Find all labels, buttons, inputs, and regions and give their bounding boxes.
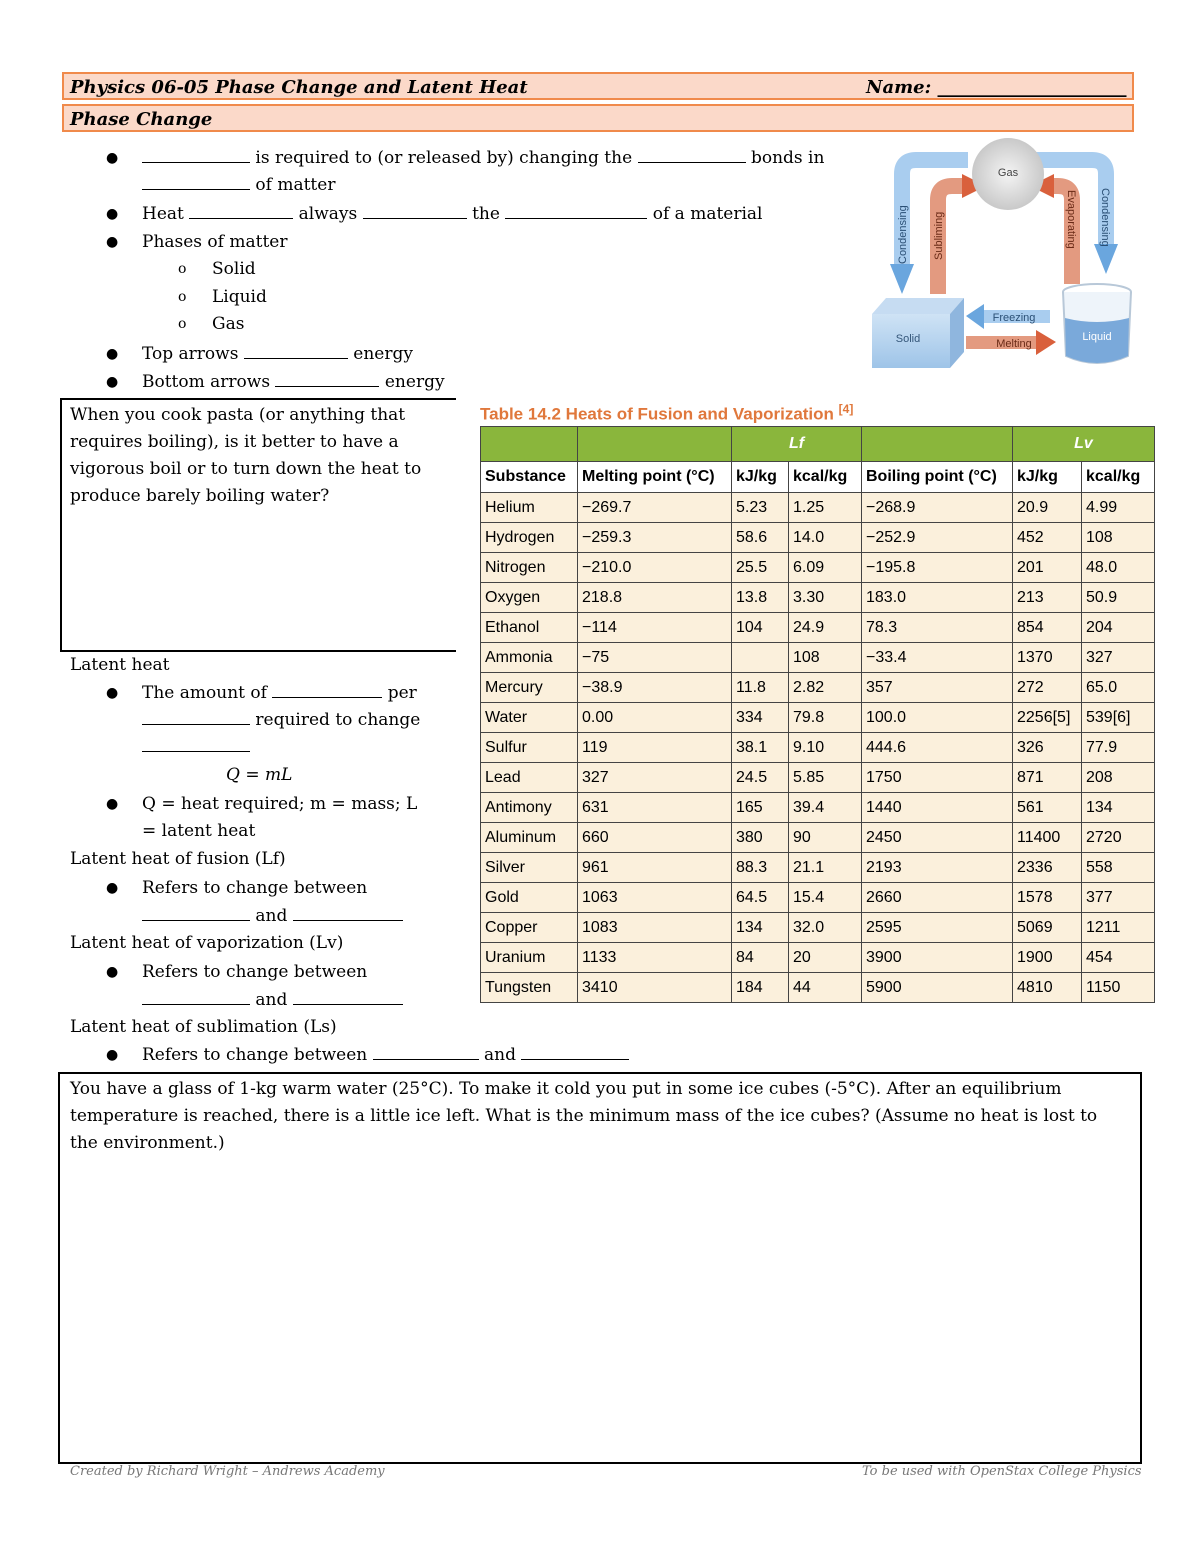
footer-left: Created by Richard Wright – Andrews Academy bbox=[70, 1464, 385, 1479]
table-cell: 452 bbox=[1013, 523, 1082, 553]
table-cell: 5900 bbox=[862, 973, 1013, 1003]
vaporization-bullet-text: Refers to change between bbox=[142, 962, 368, 982]
latent-heat-title: Latent heat bbox=[70, 655, 170, 675]
table-row bbox=[481, 583, 1155, 613]
table-cell: −114 bbox=[578, 613, 732, 643]
table-cell: 961 bbox=[578, 853, 732, 883]
pasta-question-box bbox=[60, 398, 456, 652]
table-cell: 558 bbox=[1082, 853, 1155, 883]
table-cell: 104 bbox=[732, 613, 789, 643]
table-cell: 24.9 bbox=[789, 613, 862, 643]
latent-b1-text-a: The amount of bbox=[142, 683, 267, 703]
table-row bbox=[481, 643, 1155, 673]
phase-gas: o Gas bbox=[178, 314, 245, 334]
table-cell: 11400 bbox=[1013, 823, 1082, 853]
gas-label: Gas bbox=[997, 167, 1019, 179]
subliming-label: Subliming bbox=[933, 211, 945, 260]
condensing-right-label: Condensing bbox=[1099, 188, 1111, 247]
liquid-label: Liquid bbox=[1082, 331, 1112, 343]
group-lv: Lv bbox=[1013, 427, 1155, 462]
table-cell: 631 bbox=[578, 793, 732, 823]
table-cell: −259.3 bbox=[578, 523, 732, 553]
table-cell: 134 bbox=[732, 913, 789, 943]
table-cell: 58.6 bbox=[732, 523, 789, 553]
table-cell: Nitrogen bbox=[481, 553, 578, 583]
table-row bbox=[481, 673, 1155, 703]
table-row bbox=[481, 523, 1155, 553]
table-cell: 0.00 bbox=[578, 703, 732, 733]
table-cell: Tungsten bbox=[481, 973, 578, 1003]
table-cell: 201 bbox=[1013, 553, 1082, 583]
table-cell: Lead bbox=[481, 763, 578, 793]
table-cell: 184 bbox=[732, 973, 789, 1003]
table-header-cell: Melting point (°C) bbox=[578, 462, 732, 493]
table-row bbox=[481, 883, 1155, 913]
table-row bbox=[481, 853, 1155, 883]
table-cell: 78.3 bbox=[862, 613, 1013, 643]
table-cell: 9.10 bbox=[789, 733, 862, 763]
table-cell: −210.0 bbox=[578, 553, 732, 583]
table-cell: Water bbox=[481, 703, 578, 733]
bullet-1: ● is required to (or released by) changing the bonds in bbox=[106, 148, 825, 168]
table-header-cell: Substance bbox=[481, 462, 578, 493]
table-cell: Uranium bbox=[481, 943, 578, 973]
table-cell: 25.5 bbox=[732, 553, 789, 583]
phase-liquid: o Liquid bbox=[178, 287, 267, 307]
table-header-cell: kcal/kg bbox=[1082, 462, 1155, 493]
table-cell: 2450 bbox=[862, 823, 1013, 853]
phase-liquid-text: Liquid bbox=[212, 287, 267, 307]
table-cell: 1370 bbox=[1013, 643, 1082, 673]
table-cell: 1133 bbox=[578, 943, 732, 973]
table-cell: 90 bbox=[789, 823, 862, 853]
bullet-4: ● Top arrows energy bbox=[106, 344, 413, 364]
table-cell: 272 bbox=[1013, 673, 1082, 703]
solid-label: Solid bbox=[895, 333, 921, 345]
table-cell: 1578 bbox=[1013, 883, 1082, 913]
table-cell: 2660 bbox=[862, 883, 1013, 913]
table-cell: Hydrogen bbox=[481, 523, 578, 553]
bullet-1-text-c: of matter bbox=[255, 175, 336, 195]
bullet-2-text-c: the bbox=[472, 204, 500, 224]
table-cell: 108 bbox=[1082, 523, 1155, 553]
table-cell: 334 bbox=[732, 703, 789, 733]
table-cell: −252.9 bbox=[862, 523, 1013, 553]
table-cell: 208 bbox=[1082, 763, 1155, 793]
bullet-5-text-b: energy bbox=[384, 372, 445, 392]
table-cell: 213 bbox=[1013, 583, 1082, 613]
table-cell: 357 bbox=[862, 673, 1013, 703]
sublimation-bullet: ● Refers to change between and bbox=[142, 1042, 629, 1069]
table-cell: Aluminum bbox=[481, 823, 578, 853]
latent-formula: Q = mL bbox=[226, 765, 293, 785]
table-cell bbox=[732, 643, 789, 673]
table-cell: 444.6 bbox=[862, 733, 1013, 763]
bullet-2-text-a: Heat bbox=[142, 204, 184, 224]
vaporization-blanks bbox=[142, 987, 403, 1014]
table-cell: 1211 bbox=[1082, 913, 1155, 943]
table-cell: 561 bbox=[1013, 793, 1082, 823]
table-cell: 100.0 bbox=[862, 703, 1013, 733]
table-row bbox=[481, 763, 1155, 793]
table-row bbox=[481, 613, 1155, 643]
melting-label: Melting bbox=[996, 338, 1032, 350]
table-cell: 326 bbox=[1013, 733, 1082, 763]
latent-b1-text-c: required to change bbox=[255, 710, 421, 730]
table-cell: 871 bbox=[1013, 763, 1082, 793]
bullet-1-text: is required to (or released by) changing the bbox=[255, 148, 633, 168]
table-row bbox=[481, 793, 1155, 823]
table-cell: 119 bbox=[578, 733, 732, 763]
table-cell: 5.23 bbox=[732, 493, 789, 523]
table-caption-ref: [4] bbox=[838, 402, 854, 416]
table-cell: 539[6] bbox=[1082, 703, 1155, 733]
table-cell: 2193 bbox=[862, 853, 1013, 883]
fusion-bullet-text: Refers to change between bbox=[142, 878, 368, 898]
table-cell: 377 bbox=[1082, 883, 1155, 913]
fusion-blanks bbox=[142, 903, 403, 930]
pasta-question: When you cook pasta (or anything that requires boiling), is it better to have a vigorous boil or to turn down the heat to produce barely boiling water? bbox=[70, 405, 422, 506]
table-cell: 39.4 bbox=[789, 793, 862, 823]
table-header-cell: kJ/kg bbox=[732, 462, 789, 493]
table-cell: 21.1 bbox=[789, 853, 862, 883]
name-field-label: Name: _____________________ bbox=[866, 77, 1127, 98]
condensing-left-label: Condensing bbox=[897, 205, 909, 264]
table-cell: 1900 bbox=[1013, 943, 1082, 973]
table-row bbox=[481, 913, 1155, 943]
table-cell: 24.5 bbox=[732, 763, 789, 793]
table-cell: 6.09 bbox=[789, 553, 862, 583]
table-cell: Copper bbox=[481, 913, 578, 943]
section-bar bbox=[62, 104, 1134, 132]
table-cell: 1750 bbox=[862, 763, 1013, 793]
ice-question-box bbox=[58, 1072, 1142, 1464]
phase-gas-text: Gas bbox=[212, 314, 245, 334]
table-cell: Antimony bbox=[481, 793, 578, 823]
table-cell: 2595 bbox=[862, 913, 1013, 943]
bullet-2-text-d: of a material bbox=[652, 204, 763, 224]
fusion-title: Latent heat of fusion (Lf) bbox=[70, 849, 286, 869]
table-cell: 50.9 bbox=[1082, 583, 1155, 613]
table-caption-text: Table 14.2 Heats of Fusion and Vaporization bbox=[480, 404, 834, 424]
table-cell: Silver bbox=[481, 853, 578, 883]
table-cell: 3410 bbox=[578, 973, 732, 1003]
table-cell: 79.8 bbox=[789, 703, 862, 733]
table-cell: 77.9 bbox=[1082, 733, 1155, 763]
table-cell: 88.3 bbox=[732, 853, 789, 883]
table-cell: 38.1 bbox=[732, 733, 789, 763]
table-cell: 13.8 bbox=[732, 583, 789, 613]
table-cell: 84 bbox=[732, 943, 789, 973]
bullet-2-text-b: always bbox=[298, 204, 358, 224]
table-cell: 48.0 bbox=[1082, 553, 1155, 583]
table-cell: −33.4 bbox=[862, 643, 1013, 673]
table-cell: 44 bbox=[789, 973, 862, 1003]
table-cell: 15.4 bbox=[789, 883, 862, 913]
table-header-row bbox=[481, 462, 1155, 493]
table-cell: 5.85 bbox=[789, 763, 862, 793]
table-cell: 204 bbox=[1082, 613, 1155, 643]
table-cell: −38.9 bbox=[578, 673, 732, 703]
table-cell: 11.8 bbox=[732, 673, 789, 703]
latent-bullet-1-cont bbox=[142, 707, 420, 734]
fusion-and: and bbox=[255, 906, 288, 926]
table-header-cell: kcal/kg bbox=[789, 462, 862, 493]
table-cell: 1.25 bbox=[789, 493, 862, 523]
table-header-cell: Boiling point (°C) bbox=[862, 462, 1013, 493]
bullet-1-text-b: bonds in bbox=[750, 148, 825, 168]
bullet-5-text-a: Bottom arrows bbox=[142, 372, 271, 392]
phase-solid: o Solid bbox=[178, 259, 256, 279]
table-row bbox=[481, 493, 1155, 523]
sublimation-and: and bbox=[484, 1045, 517, 1065]
table-cell: 2336 bbox=[1013, 853, 1082, 883]
table-cell: 2256[5] bbox=[1013, 703, 1082, 733]
bullet-1-cont bbox=[142, 172, 335, 199]
table-cell: Mercury bbox=[481, 673, 578, 703]
table-cell: 3.30 bbox=[789, 583, 862, 613]
table-cell: 64.5 bbox=[732, 883, 789, 913]
table-row bbox=[481, 553, 1155, 583]
table-cell: 218.8 bbox=[578, 583, 732, 613]
table-cell: 854 bbox=[1013, 613, 1082, 643]
bullet-2: ● Heat always the of a material bbox=[106, 204, 763, 224]
table-cell: Gold bbox=[481, 883, 578, 913]
vaporization-bullet: ● Refers to change between bbox=[106, 962, 368, 982]
table-cell: Sulfur bbox=[481, 733, 578, 763]
table-cell: 108 bbox=[789, 643, 862, 673]
bullet-5: ● Bottom arrows energy bbox=[106, 372, 445, 392]
header-bar bbox=[62, 72, 1134, 100]
table-cell: 2720 bbox=[1082, 823, 1155, 853]
table-cell: 134 bbox=[1082, 793, 1155, 823]
table-cell: 1083 bbox=[578, 913, 732, 943]
bullet-3-text: Phases of matter bbox=[142, 232, 288, 252]
evaporating-label: Evaporating bbox=[1065, 190, 1077, 249]
footer-right: To be used with OpenStax College Physics bbox=[862, 1464, 1142, 1479]
phase-solid-text: Solid bbox=[212, 259, 256, 279]
table-cell: 1063 bbox=[578, 883, 732, 913]
table-cell: 454 bbox=[1082, 943, 1155, 973]
sublimation-title: Latent heat of sublimation (Ls) bbox=[70, 1017, 337, 1037]
table-cell: 1150 bbox=[1082, 973, 1155, 1003]
bullet-4-text-a: Top arrows bbox=[142, 344, 239, 364]
melting-arrow bbox=[1036, 330, 1056, 355]
table-row bbox=[481, 973, 1155, 1003]
table-row bbox=[481, 703, 1155, 733]
bullet-3: ● Phases of matter bbox=[106, 232, 288, 252]
table-cell: 327 bbox=[578, 763, 732, 793]
latent-b1-text-b: per bbox=[387, 683, 417, 703]
table-caption bbox=[480, 402, 853, 425]
latent-b2-text: Q = heat required; m = mass; L = latent heat bbox=[142, 794, 418, 841]
table-cell: 3900 bbox=[862, 943, 1013, 973]
table-cell: 5069 bbox=[1013, 913, 1082, 943]
table-cell: 327 bbox=[1082, 643, 1155, 673]
table-row bbox=[481, 733, 1155, 763]
table-cell: 380 bbox=[732, 823, 789, 853]
table-cell: 14.0 bbox=[789, 523, 862, 553]
table-cell: −268.9 bbox=[862, 493, 1013, 523]
freezing-arrow bbox=[966, 304, 984, 329]
page-title: Physics 06-05 Phase Change and Latent Heat bbox=[70, 77, 528, 98]
table-cell: Oxygen bbox=[481, 583, 578, 613]
latent-bullet-1: ● The amount of per bbox=[106, 683, 417, 703]
table-cell: 65.0 bbox=[1082, 673, 1155, 703]
table-row bbox=[481, 943, 1155, 973]
table-cell: 660 bbox=[578, 823, 732, 853]
table-row bbox=[481, 823, 1155, 853]
table-cell: 4.99 bbox=[1082, 493, 1155, 523]
fusion-bullet: ● Refers to change between bbox=[106, 878, 368, 898]
vaporization-and: and bbox=[255, 990, 288, 1010]
table-body bbox=[481, 493, 1155, 1003]
table-cell: 183.0 bbox=[862, 583, 1013, 613]
table-cell: Helium bbox=[481, 493, 578, 523]
latent-bullet-2: ● Q = heat required; m = mass; L = latent heat bbox=[106, 794, 418, 841]
sublimation-bullet-text: Refers to change between bbox=[142, 1045, 368, 1065]
bullet-4-text-b: energy bbox=[353, 344, 413, 364]
heats-table bbox=[480, 426, 1155, 1003]
table-cell: 4810 bbox=[1013, 973, 1082, 1003]
latent-bullet-1-cont2 bbox=[142, 734, 250, 761]
table-cell: Ammonia bbox=[481, 643, 578, 673]
table-cell: 1440 bbox=[862, 793, 1013, 823]
phase-change-diagram bbox=[866, 134, 1142, 370]
table-cell: −195.8 bbox=[862, 553, 1013, 583]
table-group-row bbox=[481, 427, 1155, 462]
table-cell: −75 bbox=[578, 643, 732, 673]
section-title: Phase Change bbox=[70, 109, 213, 130]
table-cell: 20.9 bbox=[1013, 493, 1082, 523]
table-cell: 165 bbox=[732, 793, 789, 823]
freezing-label: Freezing bbox=[992, 312, 1036, 324]
vaporization-title: Latent heat of vaporization (Lv) bbox=[70, 933, 344, 953]
table-cell: 20 bbox=[789, 943, 862, 973]
table-header-cell: kJ/kg bbox=[1013, 462, 1082, 493]
ice-question: You have a glass of 1-kg warm water (25°C). To make it cold you put in some ice cubes (-5°C). After an equilibrium temperature is reached, there is a little ice left. What is the minimum mass of the ice cubes? (Assume no heat is lost to the environment.) bbox=[70, 1079, 1098, 1153]
table-cell: 2.82 bbox=[789, 673, 862, 703]
table-cell: −269.7 bbox=[578, 493, 732, 523]
table-cell: 32.0 bbox=[789, 913, 862, 943]
group-lf: Lf bbox=[732, 427, 862, 462]
table-cell: Ethanol bbox=[481, 613, 578, 643]
